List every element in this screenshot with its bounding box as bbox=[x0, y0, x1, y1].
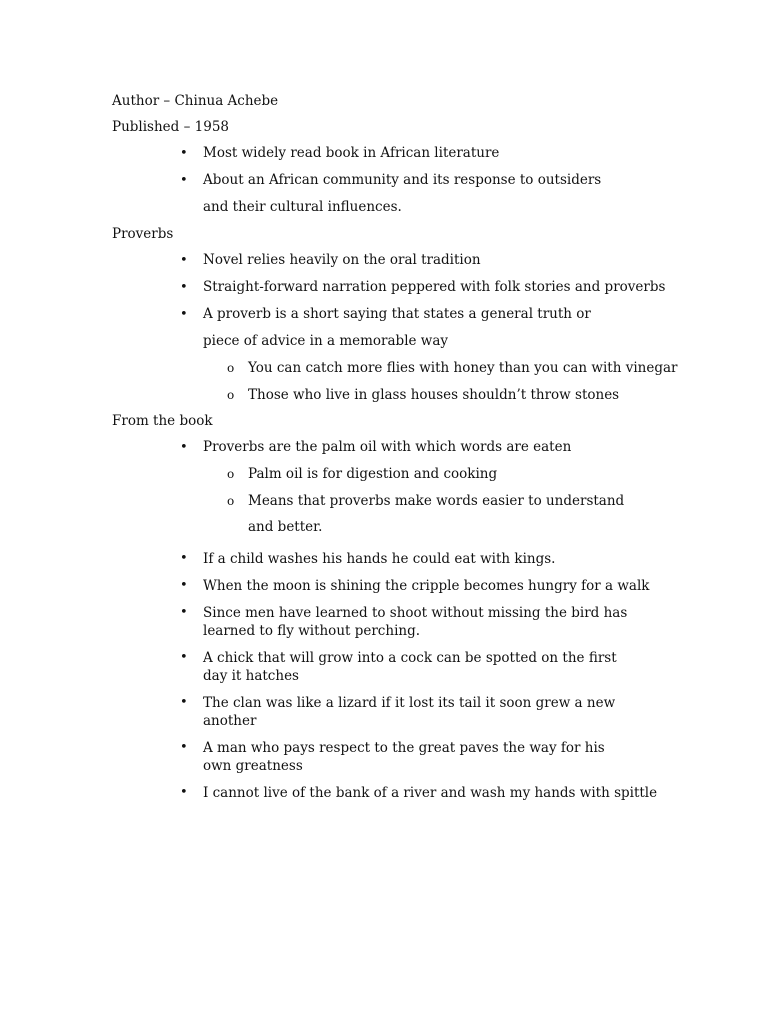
list-item bbox=[203, 274, 672, 301]
list-item bbox=[203, 550, 672, 568]
list-item-text: A chick that will grow into a cock can be spotted on the first day it hatches bbox=[203, 649, 617, 684]
sub-list-item-text: You can catch more flies with honey than you can with vinegar bbox=[248, 360, 678, 376]
list-item bbox=[203, 694, 672, 730]
sub-list-item-text: Those who live in glass houses shouldn’t throw stones bbox=[248, 386, 620, 403]
list-item bbox=[203, 649, 643, 685]
list-item-text: Proverbs are the palm oil with which words are eaten bbox=[203, 439, 572, 455]
from-book-list bbox=[112, 434, 672, 802]
list-item bbox=[203, 739, 623, 775]
palm-oil-notes-list bbox=[203, 461, 672, 541]
list-item bbox=[203, 604, 658, 640]
list-item-text: About an African community and its response to outsiders and their cultural influences. bbox=[203, 172, 602, 215]
list-item bbox=[203, 140, 672, 167]
list-item-text: Since men have learned to shoot without missing the bird has learned to fly without perching. bbox=[203, 604, 628, 639]
list-item bbox=[203, 784, 672, 802]
proverbs-list bbox=[112, 247, 678, 408]
proverbs-heading: Proverbs bbox=[112, 226, 174, 242]
list-item-text: When the moon is shining the cripple becomes hungry for a walk bbox=[203, 577, 650, 594]
list-item-text: Novel relies heavily on the oral tradition bbox=[203, 252, 481, 268]
sub-list-item-text: Means that proverbs make words easier to understand and better. bbox=[248, 492, 625, 535]
list-item-text: Straight-forward narration peppered with folk stories and proverbs bbox=[203, 279, 666, 295]
list-item-text: I cannot live of the bank of a river and wash my hands with spittle bbox=[203, 784, 658, 801]
list-item-text: If a child washes his hands he could eat with kings. bbox=[203, 550, 556, 567]
list-item-text: A man who pays respect to the great paves the way for his own greatness bbox=[203, 739, 605, 774]
sub-list-item bbox=[248, 382, 623, 409]
list-item-text: The clan was like a lizard if it lost its tail it soon grew a new another bbox=[203, 694, 616, 729]
document-content bbox=[112, 88, 678, 811]
list-item-text: Most widely read book in African literature bbox=[203, 145, 500, 161]
from-book-heading: From the book bbox=[112, 413, 213, 429]
sub-list-item bbox=[248, 355, 678, 382]
published-line: Published – 1958 bbox=[112, 119, 229, 135]
sub-list-item bbox=[248, 461, 672, 488]
sub-list-item-text: Palm oil is for digestion and cooking bbox=[248, 466, 498, 482]
list-item bbox=[203, 577, 672, 595]
list-item-text: A proverb is a short saying that states a general truth or piece of advice in a memorable way bbox=[203, 306, 591, 349]
list-item bbox=[203, 301, 678, 408]
proverb-examples-list bbox=[203, 355, 678, 408]
author-line: Author – Chinua Achebe bbox=[112, 93, 279, 109]
list-item bbox=[203, 247, 672, 274]
list-item bbox=[203, 167, 623, 221]
list-item bbox=[203, 434, 672, 541]
intro-list bbox=[112, 140, 672, 221]
sub-list-item bbox=[248, 488, 633, 541]
